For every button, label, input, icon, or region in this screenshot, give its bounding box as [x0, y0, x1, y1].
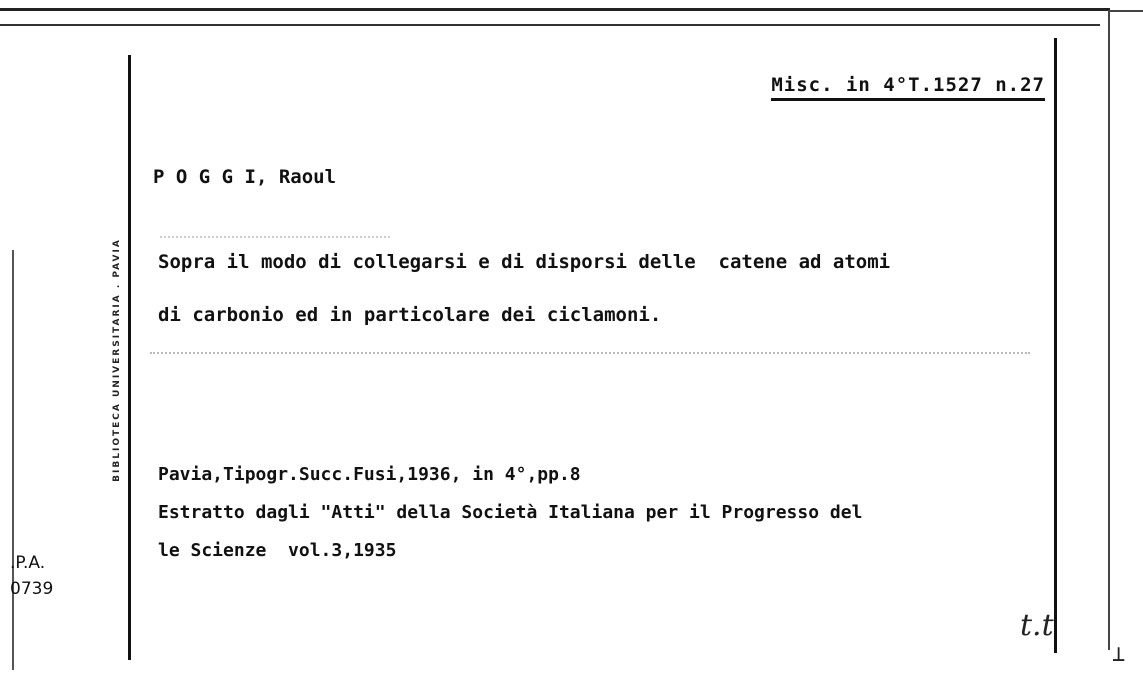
corner-mark: ⊥: [1112, 642, 1126, 667]
scan-border-top-inner: [0, 24, 1100, 26]
card-right-rule: [1054, 38, 1057, 653]
dotted-guide-line: [150, 352, 1030, 356]
title-block: [158, 236, 1038, 342]
title-line: Sopra il modo di collegarsi e di disporsi delle catene ad atomi: [158, 251, 891, 273]
imprint-line: le Scienze vol.3,1935: [158, 540, 397, 561]
side-code-line: 0739: [10, 579, 54, 599]
imprint-line: Pavia,Tipogr.Succ.Fusi,1936, in 4°,pp.8: [158, 464, 581, 485]
imprint-block: [158, 456, 1053, 570]
imprint-line: Estratto dagli "Atti" della Società Italiana per il Progresso del: [158, 502, 863, 523]
side-code-line: .P.A.: [10, 553, 46, 573]
card-left-rule: [128, 55, 131, 660]
author-name: P O G G I, Raoul: [153, 166, 337, 188]
library-stamp: BIBLIOTECA UNIVERSITARIA . PAVIA: [112, 238, 122, 482]
side-code: [10, 550, 53, 602]
scan-border-top: [0, 8, 1110, 11]
scan-border-left: [12, 250, 14, 670]
title-line: di carbonio ed in particolare dei ciclamoni.: [158, 304, 662, 326]
handwritten-mark: t.t: [1020, 608, 1054, 643]
scan-border-right-top: [1108, 10, 1143, 12]
shelfmark: Misc. in 4°T.1527 n.27: [771, 74, 1045, 101]
scan-border-right: [1108, 10, 1110, 650]
